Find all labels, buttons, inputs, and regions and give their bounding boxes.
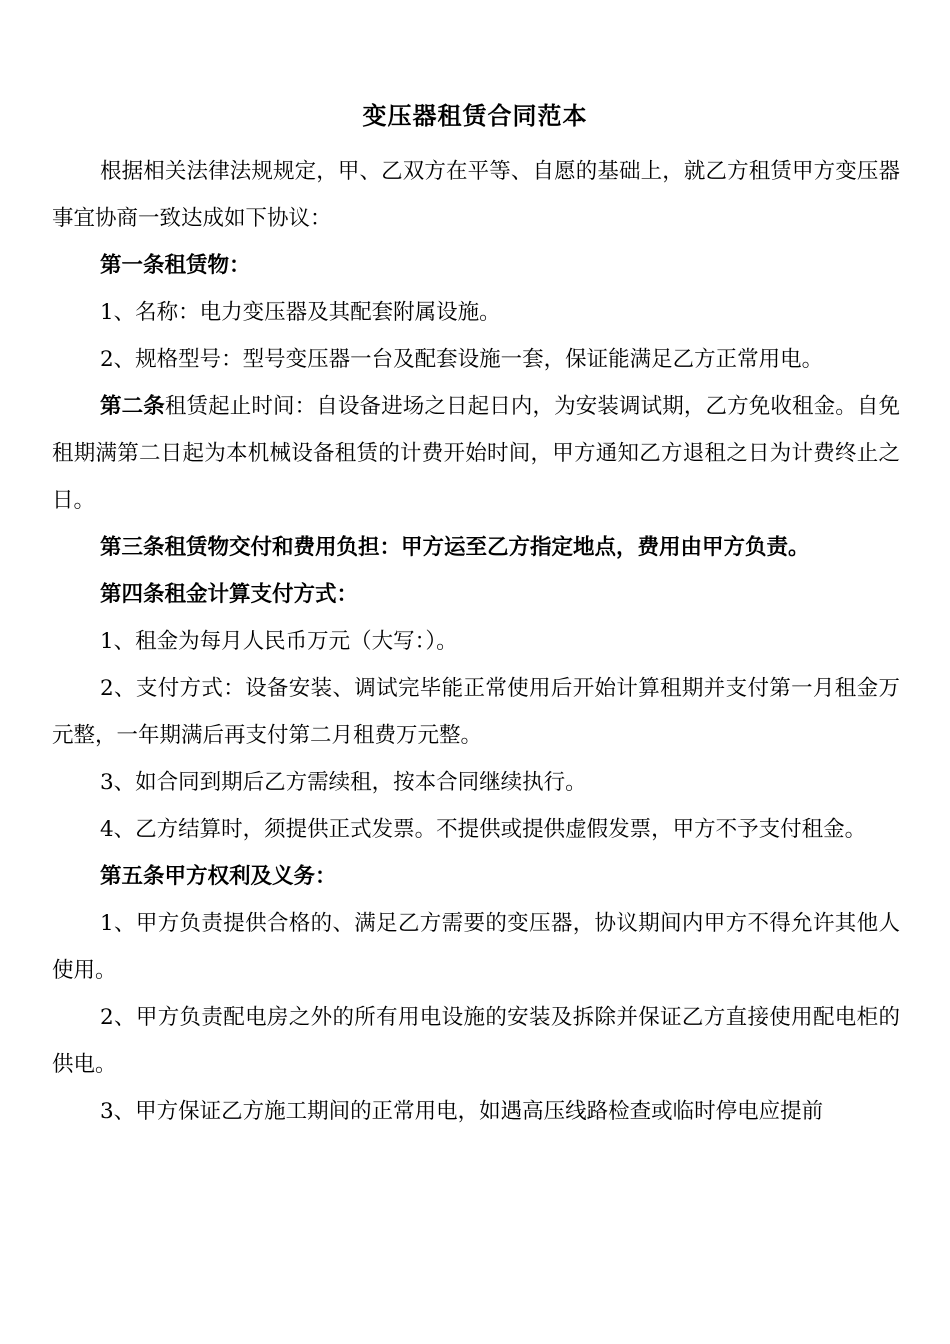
article5-item-1: 1、甲方负责提供合格的、满足乙方需要的变压器，协议期间内甲方不得允许其他人使用。 (52, 911, 900, 983)
article4-item-3: 3、如合同到期后乙方需续租，按本合同继续执行。 (100, 770, 587, 795)
article5-heading: 第五条甲方权利及义务： (100, 864, 337, 889)
document-body (52, 148, 900, 1135)
article4-item-4: 4、乙方结算时，须提供正式发票。不提供或提供虚假发票，甲方不予支付租金。 (100, 817, 867, 842)
article4-item-1: 1、租金为每月人民币万元（大写：）。 (100, 629, 458, 654)
article4-item-2: 2、支付方式：设备安装、调试完毕能正常使用后开始计算租期并支付第一月租金万元整，一年期满后再支付第二月租费万元整。 (52, 676, 900, 748)
intro-paragraph: 根据相关法律法规规定，甲、乙双方在平等、自愿的基础上，就乙方租赁甲方变压器事宜协商一致达成如下协议： (52, 159, 900, 231)
article1-heading: 第一条租赁物： (100, 253, 251, 278)
article2-paragraph (52, 383, 900, 524)
article5-item-3: 3、甲方保证乙方施工期间的正常用电，如遇高压线路检查或临时停电应提前 (100, 1099, 824, 1124)
article4-heading: 第四条租金计算支付方式： (100, 582, 359, 607)
article1-item-1: 1、名称：电力变压器及其配套附属设施。 (100, 300, 501, 325)
article5-item-2: 2、甲方负责配电房之外的所有用电设施的安装及拆除并保证乙方直接使用配电柜的供电。 (52, 1005, 900, 1077)
article1-item-2: 2、规格型号：型号变压器一台及配套设施一套，保证能满足乙方正常用电。 (100, 347, 824, 372)
document-title: 变压器租赁合同范本 (362, 101, 588, 130)
article2-heading: 第二条 (100, 394, 165, 419)
article3-paragraph: 第三条租赁物交付和费用负担：甲方运至乙方指定地点，费用由甲方负责。 (100, 535, 810, 560)
article2-text: 租赁起止时间：自设备进场之日起日内，为安装调试期，乙方免收租金。自免租期满第二日起为本机械设备租赁的计费开始时间，甲方通知乙方退租之日为计费终止之日。 (52, 394, 900, 513)
